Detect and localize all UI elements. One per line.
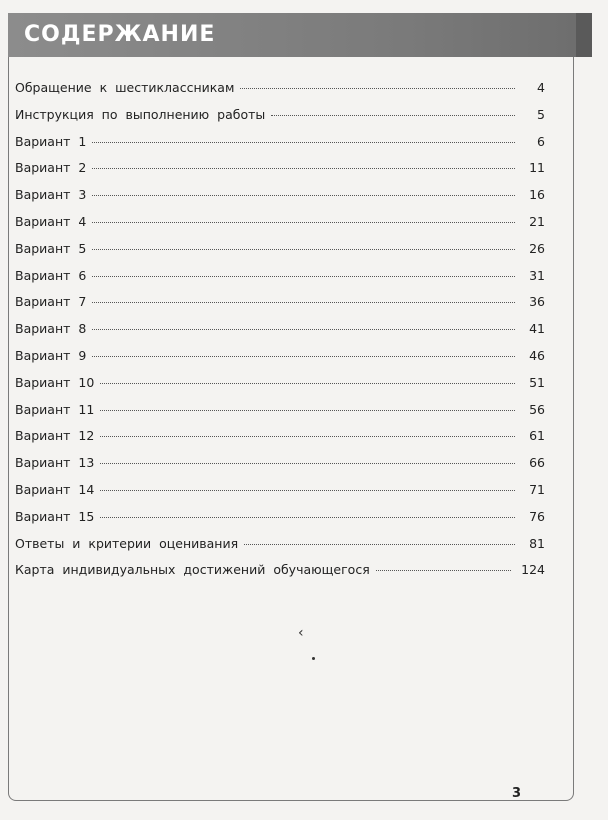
toc-entry-label: Вариант 3	[15, 187, 87, 203]
toc-entry-label: Карта индивидуальных достижений обучающегося	[15, 562, 370, 578]
toc-entry-label: Вариант 14	[15, 481, 95, 497]
toc-entry	[15, 482, 545, 509]
toc-entry-page: 26	[529, 240, 545, 256]
table-of-contents	[15, 80, 545, 589]
toc-entry	[15, 241, 545, 268]
toc-entry-label: Вариант 8	[15, 321, 87, 337]
toc-dot-leader	[92, 356, 515, 357]
section-header	[8, 13, 592, 57]
toc-entry-label: Вариант 5	[15, 240, 87, 256]
toc-dot-leader	[92, 222, 515, 223]
toc-dot-leader	[100, 383, 515, 384]
toc-dot-leader	[92, 195, 515, 196]
toc-entry	[15, 375, 545, 402]
page-title: СОДЕРЖАНИЕ	[24, 22, 216, 47]
toc-dot-leader	[92, 249, 515, 250]
toc-entry-label: Вариант 9	[15, 347, 87, 363]
toc-dot-leader	[240, 88, 515, 89]
toc-entry-label: Вариант 7	[15, 294, 87, 310]
toc-entry-page: 71	[529, 481, 545, 497]
toc-entry-label: Вариант 2	[15, 160, 87, 176]
toc-entry	[15, 134, 545, 161]
toc-entry-page: 36	[529, 294, 545, 310]
toc-entry-page: 66	[529, 455, 545, 471]
toc-entry-label: Ответы и критерии оценивания	[15, 535, 239, 551]
toc-entry-label: Инструкция по выполнению работы	[15, 106, 266, 122]
toc-entry	[15, 455, 545, 482]
toc-entry	[15, 321, 545, 348]
toc-entry-page: 46	[529, 347, 545, 363]
toc-dot-leader	[100, 463, 515, 464]
toc-entry-label: Обращение к шестиклассникам	[15, 80, 235, 95]
toc-entry	[15, 562, 545, 589]
toc-entry	[15, 294, 545, 321]
toc-dot-leader	[92, 302, 515, 303]
toc-entry-label: Вариант 11	[15, 401, 95, 417]
toc-entry-page: 56	[529, 401, 545, 417]
toc-entry-page: 61	[529, 428, 545, 444]
toc-dot-leader	[271, 115, 515, 116]
toc-entry	[15, 107, 545, 134]
toc-entry	[15, 509, 545, 536]
toc-entry-label: Вариант 1	[15, 133, 87, 149]
toc-entry-page: 4	[537, 80, 545, 95]
toc-entry-page: 81	[529, 535, 545, 551]
stray-mark: ‹	[298, 625, 304, 641]
toc-entry	[15, 268, 545, 295]
toc-entry-page: 16	[529, 187, 545, 203]
toc-entry	[15, 160, 545, 187]
stray-dot	[312, 657, 315, 660]
toc-dot-leader	[100, 410, 515, 411]
toc-dot-leader	[100, 436, 515, 437]
toc-dot-leader	[92, 142, 515, 143]
toc-entry-page: 31	[529, 267, 545, 283]
toc-dot-leader	[92, 329, 515, 330]
toc-entry	[15, 214, 545, 241]
toc-dot-leader	[100, 517, 515, 518]
toc-entry	[15, 80, 545, 107]
page-number: 3	[512, 786, 522, 801]
toc-entry-label: Вариант 10	[15, 374, 95, 390]
toc-entry-label: Вариант 6	[15, 267, 87, 283]
toc-entry	[15, 536, 545, 563]
toc-dot-leader	[100, 490, 515, 491]
toc-dot-leader	[92, 276, 515, 277]
toc-entry-page: 11	[529, 160, 545, 176]
toc-entry-label: Вариант 15	[15, 508, 95, 524]
toc-dot-leader	[376, 570, 511, 571]
toc-entry-page: 21	[529, 213, 545, 229]
toc-entry-page: 6	[537, 133, 545, 149]
toc-entry	[15, 348, 545, 375]
toc-entry-page: 5	[537, 106, 545, 122]
toc-entry	[15, 187, 545, 214]
toc-entry-label: Вариант 4	[15, 213, 87, 229]
toc-entry-page: 124	[521, 562, 545, 578]
toc-entry-label: Вариант 12	[15, 428, 95, 444]
toc-entry-label: Вариант 13	[15, 455, 95, 471]
toc-entry-page: 41	[529, 321, 545, 337]
toc-entry-page: 51	[529, 374, 545, 390]
toc-dot-leader	[92, 168, 515, 169]
toc-entry-page: 76	[529, 508, 545, 524]
toc-entry	[15, 402, 545, 429]
toc-dot-leader	[244, 544, 515, 545]
toc-entry	[15, 428, 545, 455]
